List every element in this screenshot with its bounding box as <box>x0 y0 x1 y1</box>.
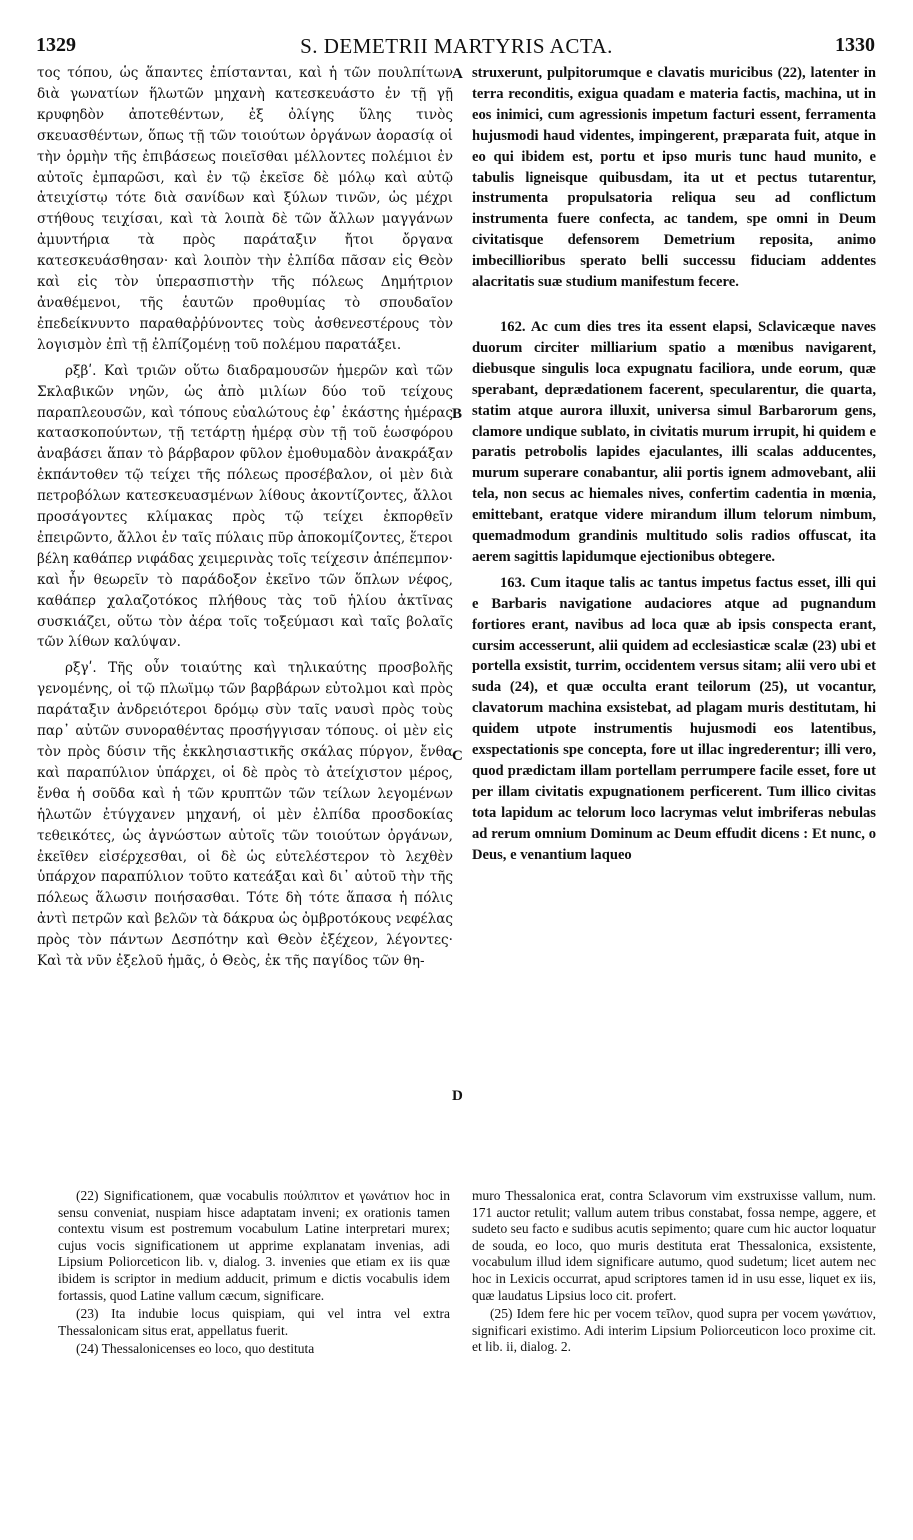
margin-letter-d: D <box>452 1088 463 1104</box>
footnote-24: (24) Thessalonicenses eo loco, quo destituta <box>76 1341 315 1357</box>
footnote-22: (22) Significationem, quæ vocabulis πούλπιτον et γωνάτιον hoc in sensu conveniat, nuspiam hisce adaptatam inveni; ex orationis tamen contextu visum est postremum vocabulum Latine interpretari murex; cujus vocis significationem ut apprime explanatam invenias, adi Lipsium Poliorceticon lib. v, dialog. 3. invenies que etiam ex iis quæ ibidem is scriptor in medium adducit, primum e dictis vocabulis idem fortassis, quod Latine vallum cæcum, significare. <box>58 1188 450 1303</box>
footnote-24-continued: muro Thessalonica erat, contra Sclavorum vim exstruxisse vallum, num. 171 auctor retulit; vallum autem tribus constabat, fossa nempe, aggere, et sudeto seu facto e sudibus acutis sepimento; quare cum hic auctor loquatur de souda, eo loco, quo muris destituta erat Thessalonica, exsistente, vocabulum illud idem significare autumo, quod sudetum; licet autem nec hoc in Lexicis occurrat, apud scriptores tamen id in usu esse, liquet ex iis, quæ laudatus Lipsius loco cit. profert. <box>472 1188 876 1303</box>
footnotes-right <box>472 1188 876 1358</box>
running-title: S. DEMETRII MARTYRIS ACTA. <box>300 34 613 58</box>
greek-column <box>37 63 453 977</box>
page-header <box>30 34 883 62</box>
latin-column <box>472 63 876 871</box>
greek-paragraph-1: τος τόπου, ὡς ἅπαντες ἐπίστανται, καὶ ἡ τῶν πουλπίτων διὰ γωνατίων ἥλωτῶν μηχανὴ κατεσκευάστο ἐν τῇ γῇ κρυφηδὸν ἀποτεθέντων, ἐξ ὀλίγης ὕλης τινὸς σκευασθέντων, ὅπως τῇ τῶν τοιούτων ὀργάνων ἀορασίᾳ οἱ τὴν ὁρμὴν τῆς ἐπιβάσεως ποιεῖσθαι μέλλοντες πολέμιοι ἐν αὐτοῖς ἐμπαρῶσι, καὶ ἐν τῷ ἐκεῖσε δὲ μόλῳ καὶ αὐτῷ ἀτειχίστῳ τότε διὰ σανίδων καὶ ξύλων τινῶν, ὡς μέχρι στήθους τειχίσαι, καὶ τὰ λοιπὰ δὲ τῶν ἄλλων μαγγάνων ἀμυντήρια τὰ πρὸς παράταξιν ἤτοι ὄργανα κατεσκευάσθησαν· καὶ λοιπὸν τὴν ἐλπίδα πᾶσαν εἰς Θεὸν καὶ εἰς τὸν ὑπερασπιστὴν τῆς πόλεως Δημήτριον ἀναθέμενοι, τῆς ἑαυτῶν προθυμίας τὸ σπουδαῖον ἐπεδείκνυντο παραθαῤῥύνοντες τοὺς ἀσθενεστέρους τὸν λογισμὸν ἐπὶ τῇ ἐλπίζομένῃ τοῦ πολέμου παρατάξει. <box>37 65 453 353</box>
margin-letter-a: A <box>452 66 463 82</box>
latin-paragraph-163: 163. Cum itaque talis ac tantus impetus factus esset, illi qui e Barbaris navigatione audaciores atque ad pugnandum fortiores erant, navibus ad loca quæ ab ipsis conspecta erant, cursim accesserunt, alii quidem ad ecclesiasticæ scalæ (23) ubi et portella exsistit, turrim, occidentem versus sitam; alii vero ubi et suda (24), et quæ occulta erant teilorum (25), ut vocantur, clavatorum machina exsistebat, ad plagam muris destitutam, hi quidem utpote instrumentis hujusmodi eos latentibus, exspectationis spe concepta, fore ut illac ingrederentur; illi vero, quod prædictam illam portellam perrumpere facile esset, fore ut per illam civitatis expugnationem perficerent. Tum illico civitas tota lapidum ac telorum loco lacrymas velut imbriferas nebulas ad rerum omnium Dominum ac Deum effudit dicens : Et nunc, o Deus, e venantium laqueo <box>472 574 876 863</box>
greek-paragraph-162: ρξβʹ. Καὶ τριῶν οὕτω διαδραμουσῶν ἡμερῶν καὶ τῶν Σκλαβικῶν νηῶν, ὡς ἀπὸ μιλίων δύο τοῦ τείχους παραπλεουσῶν, καὶ τόπους εὐαλώτους ἐφ᾽ ἑκάστης ἡμέρας κατασκοπούντων, τῇ τετάρτῃ ἡμέρᾳ σὺν τῇ τοῦ ἑωσφόρου ἀναβάσει ἅπαν τὸ βάρβαρον φῦλον ἐμοθυμαδὸν ἀνακράξαν ἐκπάντοθεν τῷ τείχει τῆς πόλεως προσέβαλον, οἱ μὲν διὰ πετροβόλων κατεσκευασμένων λίθους ἀκοντίζοντες, ἄλλοι προσάγοντες κλίμακας πρὸς τῷ τείχει ἐκπορθεῖν ἐπειρῶντο, ἄλλοι ἐν ταῖς πύλαις πῦρ ἀποκομίζοντες, ἕτεροι βέλη καθάπερ νιφάδας χειμερινὰς τοῖς τείχεσιν ἀπέπεμπον· καὶ ἦν θεωρεῖν τὸ παράδοξον ἐκεῖνο τῶν ὅπλων νέφος, καθάπερ χαλαζοτόκος πλήθους τὰς τοῦ ἡλίου ἀκτῖνας συσκιάζει, οὕτω τὸν ἀέρα τοῖς τοξεύμασι καὶ ταῖς βολαῖς τῶν λίθων καλύψαν. <box>37 362 453 651</box>
latin-paragraph-1: struxerunt, pulpitorumque e clavatis muricibus (22), latenter in terra reconditis, exigua quadam e materia factis, machina, ut in eos inimici, cum agressionis impetum facturi essent, ferramenta hujusmodi haud videntes, impingerent, præparata fuit, atque in eo qui ibidem est, portu et ipso muris tunc haud munito, e tabulis ligneisque quibusdam, ita ut et pectus tutarentur, instrumenta propulsatoria reliqua seu ad conflictum instrumenta fuere confecta, ac tandem, spe omni in Deum civitatisque defensorem Demetrium reposita, animo imbecillioribus sperato belli successu fiduciam addentes alacritatis suæ studium manifestum fecere. <box>472 65 876 291</box>
greek-paragraph-163: ρξγʹ. Τῆς οὖν τοιαύτης καὶ τηλικαύτης προσβολῆς γενομένης, οἱ τῷ πλωϊμῳ τῶν βαρβάρων εὐτολμοι καὶ πρὸς παράταξιν ἀνδρειότεροι δρόμῳ σὺν ταῖς ναυσὶ πρὸς τοὺς παρ᾽ αὐτῶν συνοραθέντας προσήγγισαν τόπους. οἱ μὲν εἰς τὸν πρὸς δύσιν τῆς ἐκκλησιαστικῆς σκάλας πύργον, ἔνθα καὶ παραπύλιον ὑπάρχει, οἱ δὲ πρὸς τὸ ἀτείχιστον μέρος, ἔνθα ἡ σοῦδα καὶ ἡ τῶν κρυπτῶν τῶν τείλων λεγομένων ἡλωτῶν ἐτύγχανεν μηχανή, οἱ μὲν ἐλπίδα προσδοκίας τεθεικότες, ὡς ἀγνώστων αὐτοῖς τῶν τοιούτων ὀργάνων, ἐκεῖθεν εἰσέρχεσθαι, οἱ δὲ ὡς εὐτελέστερον τὸ λεχθὲν ὑπάρχον παραπύλιον τοῦτο κατεάξαι καὶ δι᾽ αὐτοῦ τὴν τῆς πόλεως ἅλωσιν ποιήσασθαι. Τότε δὴ τότε ἅπασα ἡ πόλις ἀντὶ πετρῶν καὶ βελῶν τὰ δάκρυα ὡς ὀμβροτόκους νεφέλας πρὸς τὸν πάντων Δεσπότην καὶ Θεὸν ἐξέχεον, λέγοντες· Καὶ τὰ νῦν ἐξελοῦ ἡμᾶς, ὁ Θεὸς, ἐκ τῆς παγίδος τῶν θη- <box>37 660 453 970</box>
page-number-left: 1329 <box>36 34 76 56</box>
margin-letter-c: C <box>452 748 463 764</box>
margin-letter-b: B <box>452 406 463 422</box>
latin-paragraph-162: 162. Ac cum dies tres ita essent elapsi, Sclavicæque naves duorum circiter milliarium spatio a mœnibus navigarent, diebusque singulis loca expugnatu faciliora, unde eorum, quæ sperabant, deprædationem facerent, specularentur, die quarta, statim atque aurora illuxit, universa simul Barbarorum gens, clamore undique sublato, in civitatis murum irrupit, hi quidem e paratis petrobolis lapides ejaculantes, illi scalas adducentes, murum superare conabantur, alii portis ignem admovebant, alii tela, non secus ac hiemales nives, confertim cadentia in mœnia, emittebant, eratque videre mirandum illum telorum nimbum, quemadmodum grandinis multitudo solis radios offuscat, ita aerem sagittis lapidumque ejectionibus obtegere. <box>472 318 876 565</box>
footnotes-left <box>58 1188 450 1360</box>
footnote-25: (25) Idem fere hic per vocem τεῖλον, quod supra per vocem γωνάτιον, significari existimo. Adi interim Lipsium Poliorceuticon loco proxime cit. et lib. ii, dialog. 2. <box>472 1306 876 1355</box>
footnote-23: (23) Ita indubie locus quispiam, qui vel intra vel extra Thessalonicam situs erat, appellatus fuerit. <box>58 1306 450 1338</box>
page-number-right: 1330 <box>835 34 875 56</box>
